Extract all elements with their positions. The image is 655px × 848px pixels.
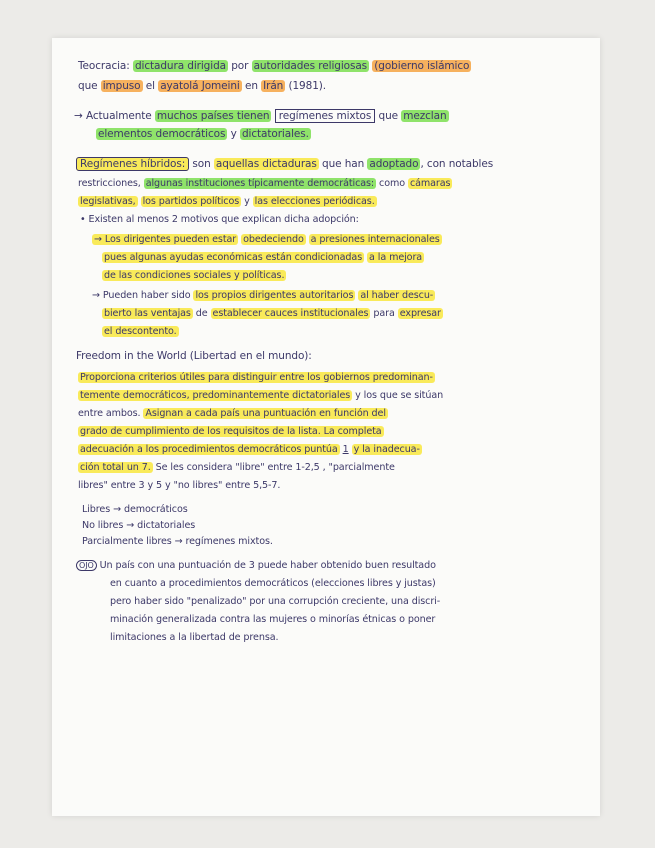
hibridos-sub2-line-2	[102, 308, 443, 319]
highlight: adecuación a los procedimientos democráticos puntúa	[80, 444, 338, 455]
note-line-3	[110, 596, 440, 607]
notebook-page	[52, 38, 600, 816]
text: el	[145, 80, 155, 92]
text: por	[231, 60, 249, 72]
highlight: Proporciona criterios útiles para distinguir entre los gobiernos predominan-	[80, 372, 433, 383]
text: Actualmente	[85, 110, 152, 122]
text: restricciones,	[78, 178, 141, 189]
note-line-2	[110, 578, 436, 589]
ojo-tag: OJO	[76, 560, 97, 571]
hibridos-sub1-line-3	[102, 270, 286, 281]
highlight: al haber descu-	[360, 290, 434, 301]
highlight: y la inadecua-	[353, 444, 420, 455]
boxed-term: regímenes mixtos	[275, 109, 376, 123]
freedom-line-5	[78, 444, 422, 455]
highlight: de las condiciones sociales y políticas.	[104, 270, 285, 281]
text: Libres → democráticos	[82, 504, 188, 515]
highlight: a presiones internacionales	[310, 234, 440, 245]
hibridos-sub2-line-3	[102, 326, 179, 337]
section-title: Freedom in the World (Libertad en el mundo):	[76, 350, 312, 362]
highlight: Asignan a cada país una puntuación en función del	[145, 408, 386, 419]
highlight: cámaras	[409, 178, 451, 189]
highlight: algunas instituciones típicamente democráticas:	[145, 178, 375, 189]
highlight: (gobierno islámico	[374, 60, 470, 72]
note-line-4	[110, 614, 435, 625]
highlight: aquellas dictaduras	[215, 158, 317, 170]
highlight: elementos democráticos	[98, 128, 226, 140]
freedom-line-1	[78, 372, 435, 383]
text: Parcialmente libres → regímenes mixtos.	[82, 536, 273, 547]
highlight: ción total un 7.	[80, 462, 151, 473]
actual-line-2	[96, 128, 311, 140]
teocracia-line-1	[78, 60, 471, 72]
highlight: obedeciendo	[243, 234, 304, 245]
teocracia-term: Teocracia:	[78, 60, 130, 72]
freedom-line-3	[78, 408, 388, 419]
highlight: adoptado	[369, 158, 419, 170]
freedom-key-1	[82, 504, 188, 515]
text: en cuanto a procedimientos democráticos (elecciones libres y justas)	[110, 578, 436, 589]
highlight: ayatolá Jomeini	[160, 80, 240, 92]
freedom-line-7	[78, 480, 280, 491]
freedom-line-6	[78, 462, 395, 473]
text: en	[244, 80, 258, 92]
highlight: pues algunas ayudas económicas están condicionadas	[104, 252, 363, 263]
note-line-1	[76, 560, 436, 571]
arrow-icon: →	[74, 110, 83, 122]
text: de	[195, 308, 208, 319]
freedom-key-2	[82, 520, 195, 531]
highlight: grado de cumplimiento de los requisitos de la lista. La completa	[80, 426, 382, 437]
text: (1981).	[288, 80, 327, 92]
text: y	[244, 196, 250, 207]
text: que han	[322, 158, 365, 170]
highlight: → Los dirigentes pueden estar	[94, 234, 237, 245]
text: y	[230, 128, 237, 140]
text: como	[379, 178, 405, 189]
highlight: Irán	[263, 80, 284, 92]
text: pero haber sido "penalizado" por una corrupción creciente, una discri-	[110, 596, 441, 607]
freedom-line-2	[78, 390, 443, 401]
text: No libres → dictatoriales	[82, 520, 196, 531]
text: que	[378, 110, 398, 122]
text: libres" entre 3 y 5 y "no libres" entre 5,5-7.	[78, 480, 281, 491]
text: • Existen al menos 2 motivos que explican dicha adopción:	[80, 214, 359, 225]
highlight: autoridades religiosas	[253, 60, 368, 72]
highlight: a la mejora	[369, 252, 423, 263]
highlight: dictatoriales.	[241, 128, 309, 140]
text: y los que se sitúan	[355, 390, 444, 401]
highlight: establecer cauces institucionales	[212, 308, 369, 319]
text: entre ambos.	[78, 408, 141, 419]
freedom-key-3	[82, 536, 273, 547]
hibridos-line-2	[78, 178, 452, 189]
hibridos-line-1	[76, 158, 493, 170]
text: que	[78, 80, 98, 92]
text: Un país con una puntuación de 3 puede haber obtenido buen resultado	[99, 560, 436, 571]
highlight: mezclan	[403, 110, 447, 122]
text: limitaciones a la libertad de prensa.	[110, 632, 279, 643]
note-line-5	[110, 632, 278, 643]
highlight: los propios dirigentes autoritarios	[195, 290, 354, 301]
actual-line-1	[74, 110, 449, 122]
text: → Pueden haber sido	[92, 290, 191, 301]
highlight: las elecciones periódicas.	[254, 196, 375, 207]
text: minación generalizada contra las mujeres o minorías étnicas o poner	[110, 614, 436, 625]
text: para	[373, 308, 395, 319]
text: Se les considera "libre" entre 1-2,5 , "parcialmente	[155, 462, 395, 473]
highlight: temente democráticos, predominantemente dictatoriales	[80, 390, 351, 401]
text: son	[192, 158, 211, 170]
highlight: impuso	[102, 80, 141, 92]
hibridos-sub2-line-1	[92, 290, 435, 301]
hibridos-line-3	[78, 196, 377, 207]
highlight: los partidos políticos	[142, 196, 240, 207]
highlight: bierto las ventajas	[104, 308, 191, 319]
highlight: el descontento.	[104, 326, 177, 337]
highlight: legislativas,	[80, 196, 136, 207]
score-one: 1	[342, 444, 349, 455]
text: , con notables	[420, 158, 494, 170]
hibridos-sub1-line-2	[102, 252, 424, 263]
hibridos-term: Regímenes híbridos:	[76, 157, 189, 171]
highlight: expresar	[399, 308, 441, 319]
highlight: muchos países tienen	[156, 110, 270, 122]
freedom-title	[76, 350, 312, 362]
hibridos-sub1-line-1	[92, 234, 442, 245]
hibridos-bullet	[80, 214, 359, 225]
highlight: dictadura dirigida	[134, 60, 226, 72]
teocracia-line-2	[78, 80, 326, 92]
freedom-line-4	[78, 426, 384, 437]
